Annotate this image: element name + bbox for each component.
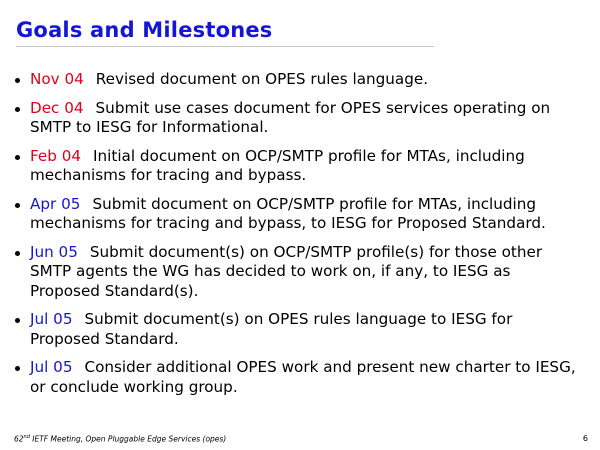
milestone-list <box>14 70 582 406</box>
slide-footer <box>14 434 226 444</box>
bullet-icon <box>15 318 20 323</box>
bullet-icon <box>15 107 20 112</box>
milestone-date: Feb 04 <box>30 146 82 165</box>
milestone-date: Nov 04 <box>30 70 84 88</box>
bullet-icon <box>15 251 20 256</box>
page-number: 6 <box>582 434 588 443</box>
footer-text: IETF Meeting, Open Pluggable Edge Services (opes) <box>29 434 227 444</box>
milestone-text: Submit document on OCP/SMTP profile for MTAs, including mechanisms for tracing and bypass, to IESG for Proposed Standard. <box>30 194 546 232</box>
milestone-text: Submit use cases document for OPES services operating on SMTP to IESG for Informational. <box>30 98 551 136</box>
footer-ordinal-suffix: nd <box>23 434 30 440</box>
milestone-text: Initial document on OCP/SMTP profile for MTAs, including mechanisms for tracing and bypass. <box>30 146 525 184</box>
milestone-item <box>14 310 582 349</box>
bullet-icon <box>15 203 20 208</box>
bullet-icon <box>15 78 20 83</box>
milestone-date: Jul 05 <box>30 358 73 376</box>
milestone-item <box>14 147 582 186</box>
slide-title: Goals and Milestones <box>16 18 273 42</box>
title-divider <box>16 46 434 47</box>
bullet-icon <box>15 366 20 371</box>
milestone-item <box>14 70 582 90</box>
milestone-date: Jul 05 <box>30 310 73 328</box>
milestone-date: Dec 04 <box>30 98 84 117</box>
milestone-date: Jun 05 <box>30 242 78 261</box>
milestone-item <box>14 99 582 138</box>
milestone-item <box>14 243 582 302</box>
milestone-text: Submit document(s) on OCP/SMTP profile(s) for those other SMTP agents the WG has decided to work on, if any, to IESG as Proposed Standard(s). <box>30 242 543 300</box>
milestone-item <box>14 195 582 234</box>
milestone-item <box>14 358 582 397</box>
milestone-date: Apr 05 <box>30 194 81 213</box>
milestone-text: Submit document(s) on OPES rules language to IESG for Proposed Standard. <box>30 310 513 348</box>
milestone-text: Consider additional OPES work and present new charter to IESG, or conclude working group. <box>30 358 576 396</box>
milestone-text: Revised document on OPES rules language. <box>95 70 429 88</box>
bullet-icon <box>15 155 20 160</box>
footer-meeting-number: 62 <box>14 434 24 444</box>
